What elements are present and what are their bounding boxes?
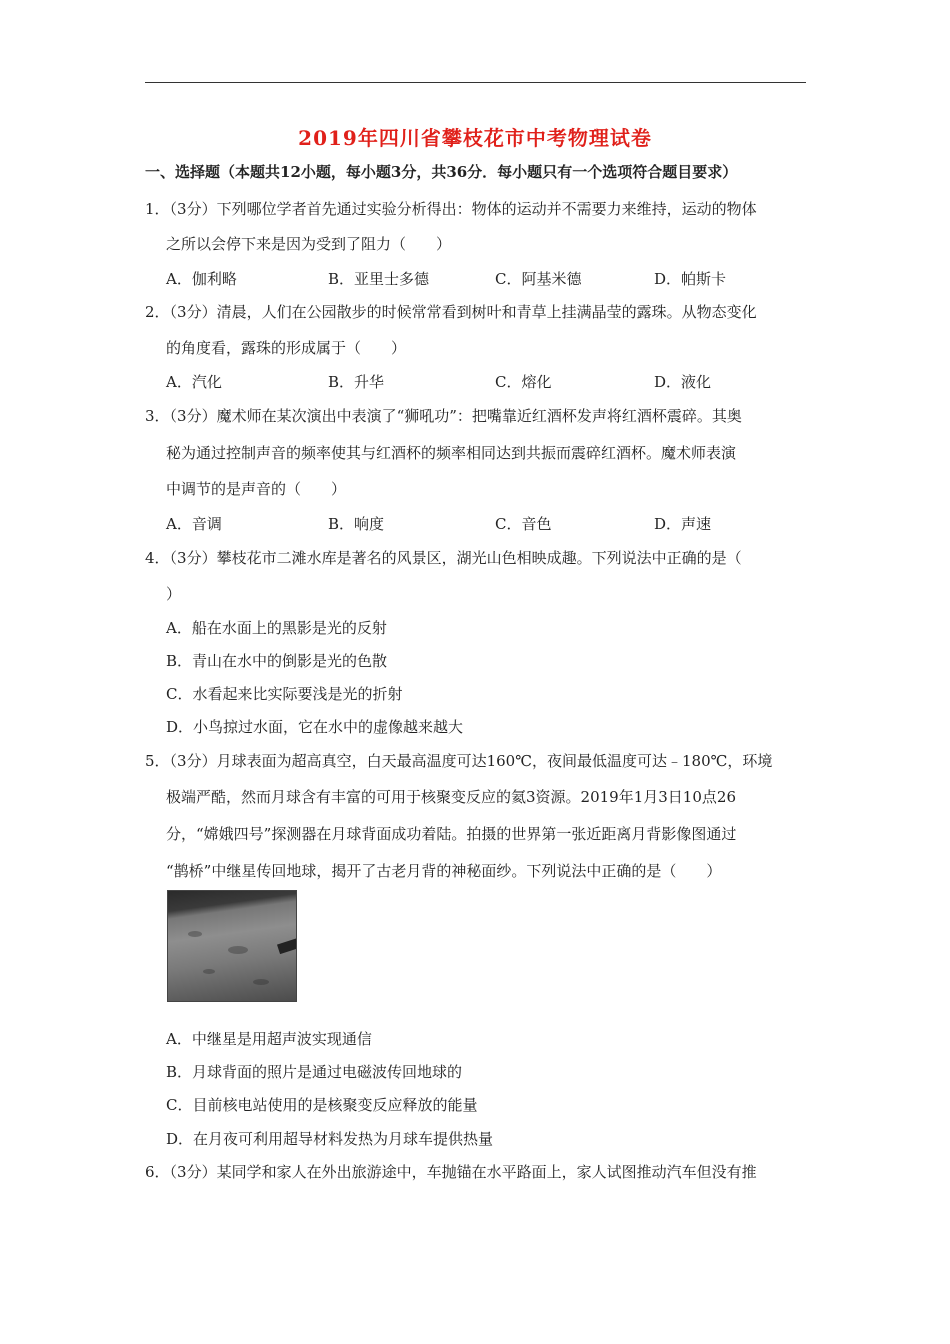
question-2-line-1: 2．（3分）清晨，人们在公园散步的时候常常看到树叶和青草上挂满晶莹的露珠。从物态变化	[145, 303, 757, 321]
question-4-option-d: D．小鸟掠过水面，它在水中的虚像越来越大	[166, 718, 464, 736]
question-3-option-a: A．音调	[166, 515, 222, 533]
question-2-option-b: B．升华	[328, 373, 385, 391]
question-1-line-2: 之所以会停下来是因为受到了阻力（ ）	[166, 235, 452, 253]
question-5-line-1: 5．（3分）月球表面为超高真空，白天最高温度可达160℃，夜间最低温度可达﹣180℃，环境	[145, 752, 773, 770]
exam-title: 2019年四川省攀枝花市中考物理试卷	[298, 126, 652, 150]
question-1-option-b: B．亚里士多德	[328, 270, 430, 288]
question-1-option-a: A．伽利略	[166, 270, 237, 288]
question-3-line-2: 秘为通过控制声音的频率使其与红酒杯的频率相同达到共振而震碎红酒杯。魔术师表演	[166, 444, 737, 462]
question-1-option-c: C．阿基米德	[495, 270, 582, 288]
question-4-option-b: B．青山在水中的倒影是光的色散	[166, 652, 388, 670]
question-4-option-c: C．水看起来比实际要浅是光的折射	[166, 685, 403, 703]
moon-far-side-photo	[167, 890, 297, 1002]
section-heading: 一、选择题（本题共12小题，每小题3分，共36分．每小题只有一个选项符合题目要求）	[145, 163, 738, 181]
question-2-option-d: D．液化	[654, 373, 712, 391]
question-5-line-3: 分，“嫦娥四号”探测器在月球背面成功着陆。拍摄的世界第一张近距离月背影像图通过	[166, 825, 737, 843]
question-4-line-1: 4．（3分）攀枝花市二滩水库是著名的风景区，湖光山色相映成趣。下列说法中正确的是（	[145, 549, 742, 567]
question-2-option-c: C．熔化	[495, 373, 552, 391]
question-1-line-1: 1．（3分）下列哪位学者首先通过实验分析得出：物体的运动并不需要力来维持，运动的物体	[145, 200, 757, 218]
question-2-line-2: 的角度看，露珠的形成属于（ ）	[166, 339, 407, 357]
question-1-option-d: D．帕斯卡	[654, 270, 727, 288]
question-5-option-c: C．目前核电站使用的是核聚变反应释放的能量	[166, 1096, 478, 1114]
question-3-option-c: C．音色	[495, 515, 552, 533]
question-3-option-b: B．响度	[328, 515, 385, 533]
question-3-line-1: 3．（3分）魔术师在某次演出中表演了“狮吼功”：把嘴靠近红酒杯发声将红酒杯震碎。其奥	[145, 407, 742, 425]
question-5-option-d: D．在月夜可利用超导材料发热为月球车提供热量	[166, 1130, 494, 1148]
header-rule	[145, 82, 806, 83]
question-5-option-b: B．月球背面的照片是通过电磁波传回地球的	[166, 1063, 463, 1081]
question-5-line-4: “鹊桥”中继星传回地球，揭开了古老月背的神秘面纱。下列说法中正确的是（ ）	[166, 862, 722, 880]
question-3-line-3: 中调节的是声音的（ ）	[166, 480, 347, 498]
question-5-option-a: A．中继星是用超声波实现通信	[166, 1030, 372, 1048]
question-4-option-a: A．船在水面上的黑影是光的反射	[166, 619, 387, 637]
question-6-line-1: 6．（3分）某同学和家人在外出旅游途中，车抛锚在水平路面上，家人试图推动汽车但没有推	[145, 1163, 757, 1181]
question-4-line-2: ）	[166, 585, 182, 603]
question-3-option-d: D．声速	[654, 515, 712, 533]
question-5-line-2: 极端严酷，然而月球含有丰富的可用于核聚变反应的氦3资源。2019年1月3日10点26	[166, 788, 736, 806]
question-2-option-a: A．汽化	[166, 373, 222, 391]
